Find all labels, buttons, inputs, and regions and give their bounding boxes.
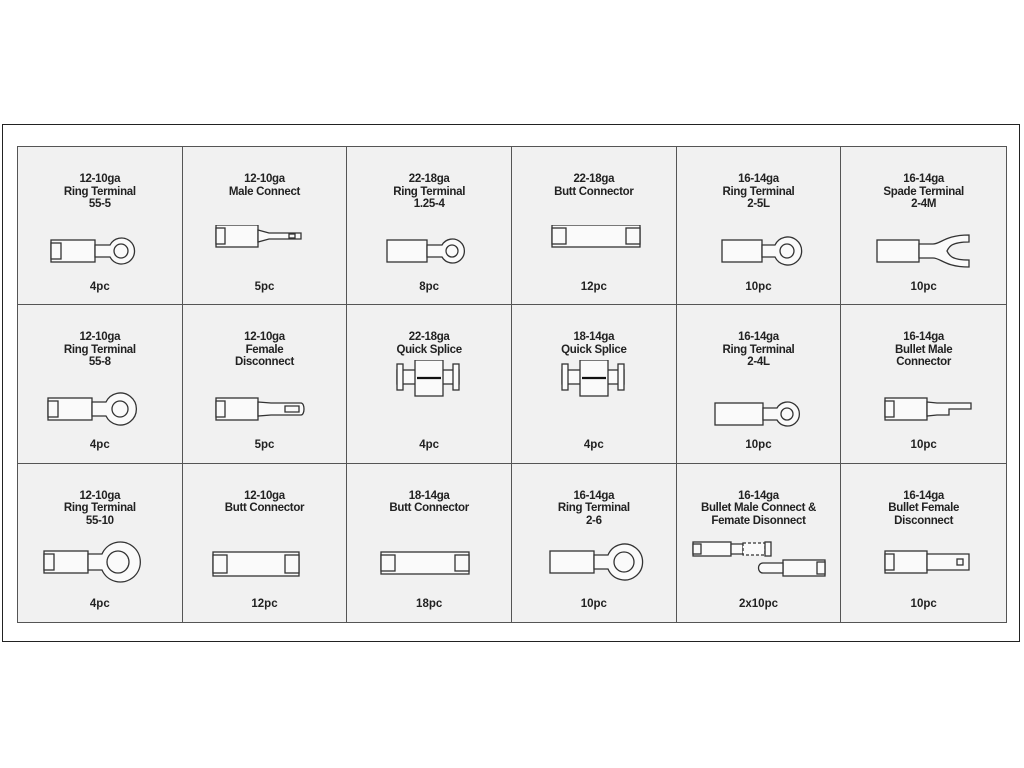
- model: 55-8: [88, 356, 111, 369]
- cell-quick-splice-22-18: [347, 305, 512, 463]
- type: Bullet Female: [888, 502, 960, 515]
- cell-spade-terminal-2-4m: [841, 147, 1006, 305]
- ring-terminal-icon: [512, 536, 676, 588]
- cell-ring-terminal-2-6: [512, 464, 677, 622]
- gauge: 12-10ga: [244, 489, 285, 502]
- type: Quick Splice: [561, 343, 627, 356]
- gauge: 18-14ga: [573, 331, 615, 344]
- type: Bullet Male: [894, 343, 953, 356]
- butt-connector-icon: [512, 225, 676, 277]
- quantity: 4pc: [89, 597, 110, 610]
- female-disconnect-icon: [183, 383, 347, 435]
- item-label: [677, 331, 841, 369]
- gauge: 22-18ga: [573, 173, 615, 185]
- cell-quick-splice-18-14: [512, 305, 677, 463]
- gauge: 18-14ga: [408, 489, 450, 502]
- quantity: 4pc: [89, 439, 110, 452]
- type: Butt Connector: [389, 502, 469, 515]
- item-label: [841, 331, 1006, 369]
- model: 2-4M: [911, 198, 937, 210]
- quantity: 10pc: [745, 281, 772, 293]
- item-label: [347, 490, 511, 515]
- butt-connector-icon: [183, 536, 347, 588]
- gauge: 16-14ga: [738, 331, 779, 344]
- quantity: 10pc: [910, 281, 937, 293]
- type: Male Connect: [228, 185, 301, 198]
- gauge: 16-14ga: [903, 331, 945, 344]
- item-label: [512, 490, 676, 528]
- gauge: 16-14ga: [903, 173, 945, 185]
- quantity: 4pc: [583, 439, 604, 452]
- type-line-2: Disconnect: [234, 356, 294, 369]
- quantity: 10pc: [580, 597, 607, 610]
- bullet-male-icon: [841, 383, 1005, 435]
- type: Bullet Male Connect &: [700, 502, 817, 515]
- quantity: 8pc: [419, 281, 440, 293]
- cell-ring-terminal-2-4l: [677, 305, 842, 463]
- cell-butt-connector-22-18: [512, 147, 677, 305]
- model: 2-5L: [747, 198, 770, 210]
- gauge: 12-10ga: [79, 331, 121, 344]
- type-line-2: Connector: [896, 356, 952, 369]
- model: 2-6: [585, 514, 602, 527]
- gauge: 22-18ga: [408, 173, 450, 185]
- quantity: 5pc: [254, 281, 275, 293]
- butt-connector-icon: [347, 536, 511, 588]
- item-label: [677, 173, 841, 211]
- gauge: 12-10ga: [79, 489, 121, 502]
- gauge: 12-10ga: [79, 173, 121, 185]
- gauge: 12-10ga: [244, 173, 285, 185]
- model: 2-4L: [747, 356, 770, 369]
- quantity: 10pc: [910, 439, 937, 452]
- quantity: 4pc: [89, 281, 110, 293]
- cell-butt-connector-18-14: [347, 464, 512, 622]
- gauge: 12-10ga: [244, 331, 285, 344]
- item-label: [183, 173, 347, 198]
- type: Ring Terminal: [63, 502, 136, 515]
- type: Ring Terminal: [63, 343, 136, 356]
- ring-terminal-icon: [677, 225, 841, 277]
- ring-terminal-icon: [18, 225, 182, 277]
- gauge: 16-14ga: [738, 489, 779, 502]
- cell-ring-terminal-55-8: [18, 305, 183, 463]
- item-label: [841, 490, 1006, 528]
- item-label: [18, 490, 182, 528]
- item-label: [841, 173, 1006, 211]
- model: 55-5: [88, 198, 111, 210]
- item-label: [512, 173, 676, 198]
- male-connect-icon: [183, 225, 347, 277]
- item-label: [18, 173, 182, 211]
- gauge: 16-14ga: [903, 489, 945, 502]
- bullet-pair-icon: [677, 534, 841, 586]
- type: Ring Terminal: [722, 343, 795, 356]
- cell-bullet-male-connector: [841, 305, 1006, 463]
- item-label: [183, 331, 347, 369]
- terminal-assortment-grid: [17, 146, 1007, 623]
- quantity: 4pc: [419, 439, 440, 452]
- cell-ring-terminal-55-10: [18, 464, 183, 622]
- cell-bullet-female-disconnect: [841, 464, 1006, 622]
- quantity: 12pc: [580, 281, 607, 293]
- item-label: [183, 490, 347, 515]
- type: Ring Terminal: [393, 185, 466, 198]
- gauge: 22-18ga: [408, 331, 450, 344]
- type: Butt Connector: [554, 185, 634, 198]
- quantity: 10pc: [910, 597, 937, 610]
- item-label: [512, 331, 676, 356]
- cell-male-connect: [183, 147, 348, 305]
- gauge: 16-14ga: [738, 173, 779, 185]
- cell-ring-terminal-1-25-4: [347, 147, 512, 305]
- quantity: 10pc: [745, 439, 772, 452]
- bullet-female-icon: [841, 536, 1005, 588]
- item-label: [347, 173, 511, 211]
- item-label: [347, 331, 511, 356]
- item-label: [18, 331, 182, 369]
- type: Butt Connector: [224, 502, 305, 515]
- cell-ring-terminal-2-5l: [677, 147, 842, 305]
- type-line-2: Femate Disonnect: [711, 514, 806, 527]
- type: Female: [245, 343, 284, 356]
- cell-female-disconnect-12-10: [183, 305, 348, 463]
- spade-terminal-icon: [841, 225, 1005, 277]
- item-label: [677, 490, 841, 528]
- model: 55-10: [85, 514, 114, 527]
- model: 1.25-4: [413, 198, 445, 210]
- quick-splice-icon: [347, 360, 511, 412]
- quantity: 2x10pc: [738, 597, 778, 610]
- cell-bullet-male-female-pair: [677, 464, 842, 622]
- quantity: 12pc: [251, 597, 278, 610]
- type: Ring Terminal: [63, 185, 136, 198]
- ring-terminal-icon: [18, 536, 182, 588]
- gauge: 16-14ga: [573, 489, 615, 502]
- type: Ring Terminal: [722, 185, 795, 198]
- cell-butt-connector-12-10: [183, 464, 348, 622]
- ring-terminal-icon: [677, 383, 841, 435]
- ring-terminal-icon: [18, 383, 182, 435]
- quantity: 5pc: [254, 439, 275, 452]
- type: Ring Terminal: [557, 502, 630, 515]
- quick-splice-icon: [512, 360, 676, 412]
- type: Spade Terminal: [883, 185, 964, 198]
- ring-terminal-icon: [347, 225, 511, 277]
- cell-ring-terminal-55-5: [18, 147, 183, 305]
- type: Quick Splice: [396, 343, 462, 356]
- quantity: 18pc: [416, 597, 443, 610]
- type-line-2: Disconnect: [894, 514, 954, 527]
